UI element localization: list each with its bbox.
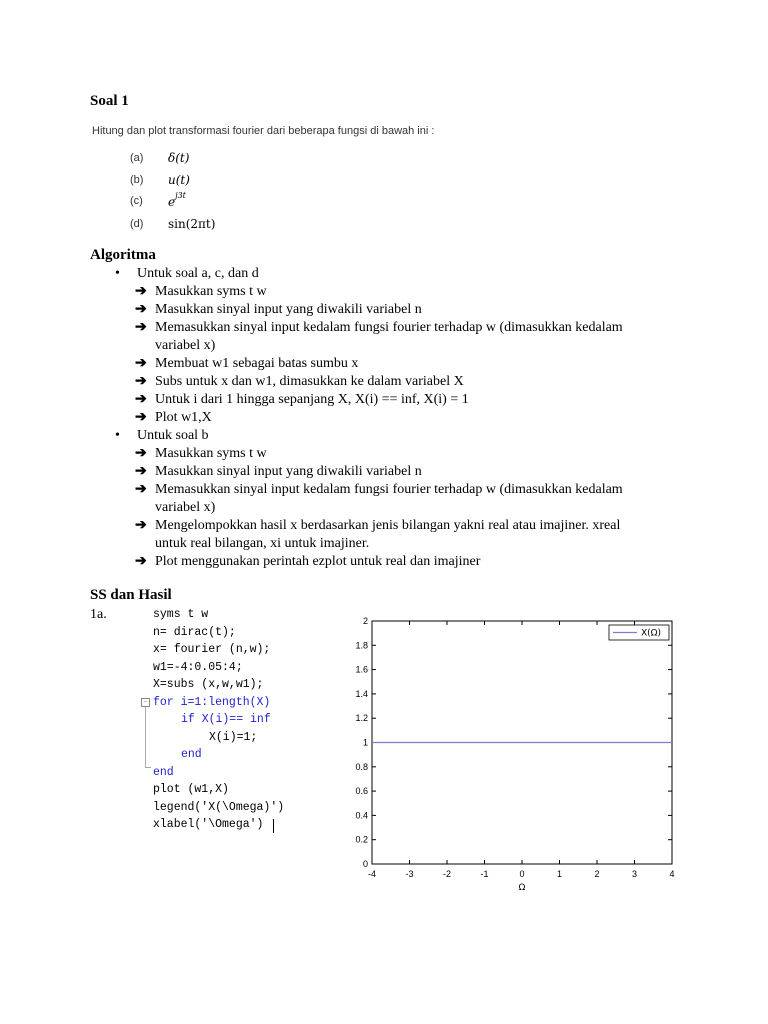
group-b-title: Untuk soal b [137,428,209,443]
step-text-continuation: variabel x) [155,500,216,515]
item-b-expr: u(t) [168,173,190,187]
item-c-sup: j3t [175,191,186,200]
step-text: Masukkan syms t w [155,284,267,299]
arrow-icon: ➔ [135,410,147,425]
arrow-icon: ➔ [135,356,147,371]
x-tick-label: 3 [631,869,638,879]
item-a-label: (a) [130,152,144,164]
item-d-label: (d) [130,218,144,230]
step-text: Membuat w1 sebagai batas sumbu x [155,356,359,371]
code-line: X(i)=1; [209,730,258,744]
arrow-icon: ➔ [135,374,147,389]
y-tick-label: 0.6 [355,786,368,797]
item-c-label: (c) [130,195,143,207]
text-cursor [273,819,274,833]
y-tick-label: 0.4 [355,810,368,821]
x-tick-label: -4 [367,869,377,879]
x-tick-label: -1 [480,869,489,879]
step-text: Untuk i dari 1 hingga sepanjang X, X(i) == inf, X(i) = 1 [155,392,469,407]
step-text: Masukkan sinyal input yang diwakili variabel n [155,302,422,317]
x-tick-label: 1 [556,869,563,879]
arrow-icon: ➔ [135,392,147,407]
y-tick-label: 1.8 [355,640,368,651]
code-line: legend('X(\Omega)') [153,800,285,814]
step-text: Subs untuk x dan w1, dimasukkan ke dalam variabel X [155,374,464,389]
step-text: Plot w1,X [155,410,212,425]
soal1-instruction: Hitung dan plot transformasi fourier dari beberapa fungsi di bawah ini : [92,125,435,137]
arrow-icon: ➔ [135,518,147,533]
arrow-icon: ➔ [135,464,147,479]
code-line: plot (w1,X) [153,783,229,796]
ss-label: 1a. [90,607,107,622]
bullet-icon: • [115,266,120,281]
arrow-icon: ➔ [135,482,147,497]
x-tick-label: 0 [519,869,525,879]
item-a-expr: δ(t) [168,151,190,165]
item-c-expr [168,191,186,209]
code-line: x= fourier (n,w); [153,643,271,656]
step-text-continuation: untuk real bilangan, xi untuk imajiner. [155,536,370,551]
arrow-icon: ➔ [135,320,147,335]
step-text: Plot menggunakan perintah ezplot untuk real dan imajiner [155,554,481,569]
code-line: end [181,748,202,761]
soal1-heading: Soal 1 [90,93,129,109]
code-line: for i=1:length(X) [153,695,271,709]
step-text: Memasukkan sinyal input kedalam fungsi fourier terhadap w (dimasukkan kedalam [155,482,623,497]
y-tick-label: 0 [362,859,368,869]
step-text-continuation: variabel x) [155,338,216,353]
y-tick-label: 1.6 [355,664,368,675]
arrow-icon: ➔ [135,554,147,569]
arrow-icon: ➔ [135,284,147,299]
code-editor [153,606,323,834]
fold-line [145,707,146,767]
fold-line-end [145,767,151,768]
arrow-icon: ➔ [135,446,147,461]
bullet-icon: • [115,428,120,443]
y-tick-label: 1.2 [355,713,368,724]
code-line: xlabel('\Omega') [153,818,264,831]
arrow-icon: ➔ [135,302,147,317]
code-line: X=subs (x,w,w1); [153,678,264,691]
ss-heading: SS dan Hasil [90,587,172,603]
item-c-base: e [168,195,176,209]
y-tick-label: 1.4 [355,688,368,699]
code-line: n= dirac(t); [153,625,236,639]
algoritma-heading: Algoritma [90,247,156,263]
step-text: Masukkan sinyal input yang diwakili variabel n [155,464,422,479]
algo-group-a [115,265,623,571]
y-tick-label: 2 [362,616,368,626]
y-tick-label: 0.2 [355,834,368,845]
code-line: syms t w [153,608,209,621]
item-b-label: (b) [130,174,144,186]
y-tick-label: 0.8 [355,761,368,772]
code-line: w1=-4:0.05:4; [153,660,243,674]
x-tick-label: -3 [405,869,414,879]
step-text: Masukkan syms t w [155,446,267,461]
fourier-plot [345,612,685,897]
step-text: Memasukkan sinyal input kedalam fungsi fourier terhadap w (dimasukkan kedalam [155,320,623,335]
x-axis-label: Ω [518,883,526,893]
legend-label: X(Ω) [641,628,662,639]
code-line: end [153,765,174,779]
code-line: if X(i)== inf [181,713,271,726]
y-tick-label: 1 [362,737,368,748]
step-text: Mengelompokkan hasil x berdasarkan jenis bilangan yakni real atau imajiner. xreal [155,518,621,533]
item-d-expr: sin(2πt) [168,217,216,231]
collapse-toggle-icon[interactable]: − [141,698,150,707]
x-tick-label: 4 [669,869,675,879]
x-tick-label: 2 [594,869,600,879]
x-tick-label: -2 [442,869,452,879]
group-a-title: Untuk soal a, c, dan d [137,266,259,281]
